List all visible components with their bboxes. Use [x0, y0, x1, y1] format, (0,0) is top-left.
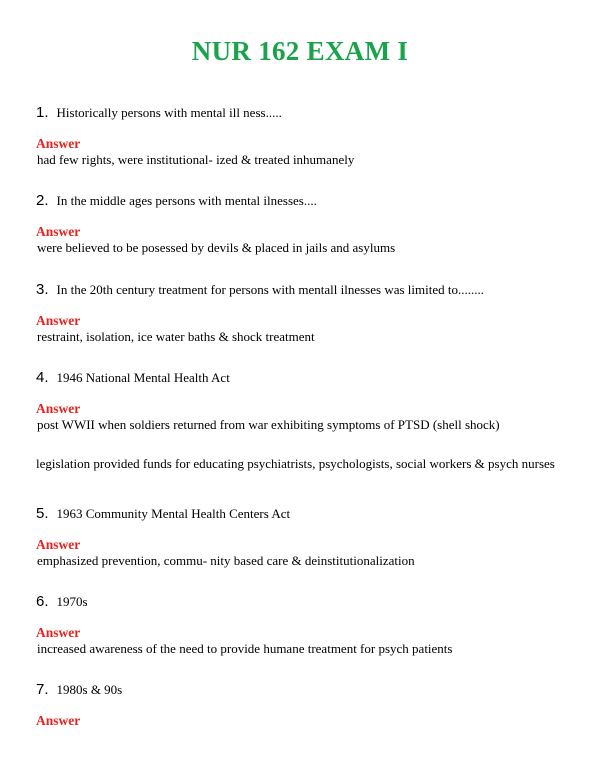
answer-label-2: Answer	[36, 224, 81, 239]
question-text: Historically persons with mental ill ness.....	[56, 105, 282, 120]
question-text: In the middle ages persons with mental ilnesses....	[56, 193, 317, 208]
question-7	[36, 682, 122, 698]
question-number: 6.	[36, 593, 49, 610]
question-text: In the 20th century treatment for persons with mentall ilnesses was limited to........	[56, 282, 484, 297]
question-text: 1980s & 90s	[56, 682, 123, 697]
question-text: 1963 Community Mental Health Centers Act	[56, 506, 291, 521]
question-5	[36, 506, 290, 522]
question-number: 2.	[36, 192, 49, 209]
question-2	[36, 193, 317, 209]
answer-label-1: Answer	[36, 136, 81, 151]
page-title: NUR 162 EXAM I	[191, 36, 409, 66]
answer-label-6: Answer	[36, 625, 81, 640]
answer-text-5: emphasized prevention, commu- nity based care & deinstitutionalization	[37, 553, 415, 568]
question-text: 1970s	[56, 594, 88, 609]
question-1	[36, 105, 282, 121]
answer-label-4: Answer	[36, 401, 81, 416]
answer-label-3: Answer	[36, 313, 81, 328]
question-number: 3.	[36, 281, 49, 298]
answer-label-7: Answer	[36, 713, 81, 728]
question-number: 5.	[36, 505, 49, 522]
answer-extra-4: legislation provided funds for educating psychiatrists, psychologists, social workers & psych nurses	[36, 456, 555, 471]
answer-label-5: Answer	[36, 537, 81, 552]
answer-text-1: had few rights, were institutional- ized & treated inhumanely	[37, 152, 355, 167]
answer-text-4: post WWII when soldiers returned from war exhibiting symptoms of PTSD (shell shock)	[37, 417, 500, 432]
question-3	[36, 282, 484, 298]
question-6	[36, 594, 88, 610]
question-4	[36, 370, 230, 386]
answer-text-2: were believed to be posessed by devils & placed in jails and asylums	[37, 240, 396, 255]
question-number: 7.	[36, 681, 49, 698]
question-text: 1946 National Mental Health Act	[56, 370, 230, 385]
question-number: 4.	[36, 369, 49, 386]
answer-text-3: restraint, isolation, ice water baths & shock treatment	[37, 329, 315, 344]
question-number: 1.	[36, 104, 49, 121]
answer-text-6: increased awareness of the need to provide humane treatment for psych patients	[37, 641, 453, 656]
